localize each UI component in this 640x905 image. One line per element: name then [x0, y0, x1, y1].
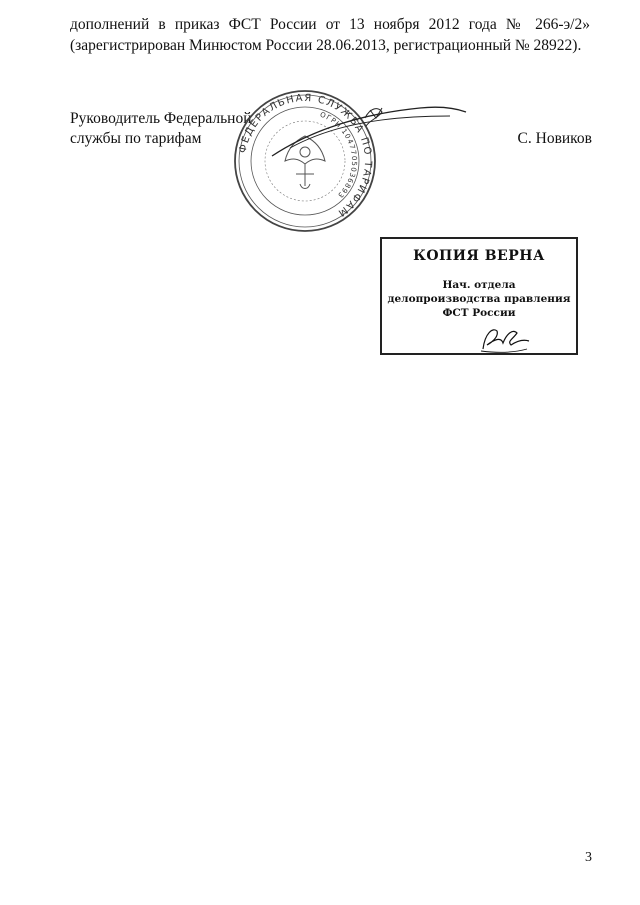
body-line-2: (зарегистрирован Минюстом России 28.06.2013, регистрационный № 28922).: [70, 37, 582, 54]
signatory-title-line-2: службы по тарифам: [70, 130, 202, 147]
seal-outer-text: ФЕДЕРАЛЬНАЯ СЛУЖБА ПО ТАРИФАМ: [237, 92, 374, 219]
signatory-name: С. Новиков: [517, 130, 592, 147]
stamp-title: КОПИЯ ВЕРНА: [413, 248, 545, 264]
body-line-1: дополнений в приказ ФСТ России от 13 ноября 2012 года № 266-э/2»: [70, 16, 590, 33]
body-paragraph: [70, 14, 590, 56]
stamp-position-line-1: Нач. отдела: [442, 279, 516, 291]
stamp-signature-icon: [477, 323, 533, 355]
page-number: 3: [585, 850, 592, 865]
signatory-title-line-1: Руководитель Федеральной: [70, 110, 252, 127]
stamp-position-line-3: ФСТ России: [442, 307, 516, 319]
certified-copy-stamp: [380, 237, 578, 355]
signature-icon: [270, 96, 470, 166]
stamp-position-line-2: делопроизводства правления: [387, 293, 571, 305]
seal-inner-text: ОГРН 1047705036893: [318, 110, 359, 200]
